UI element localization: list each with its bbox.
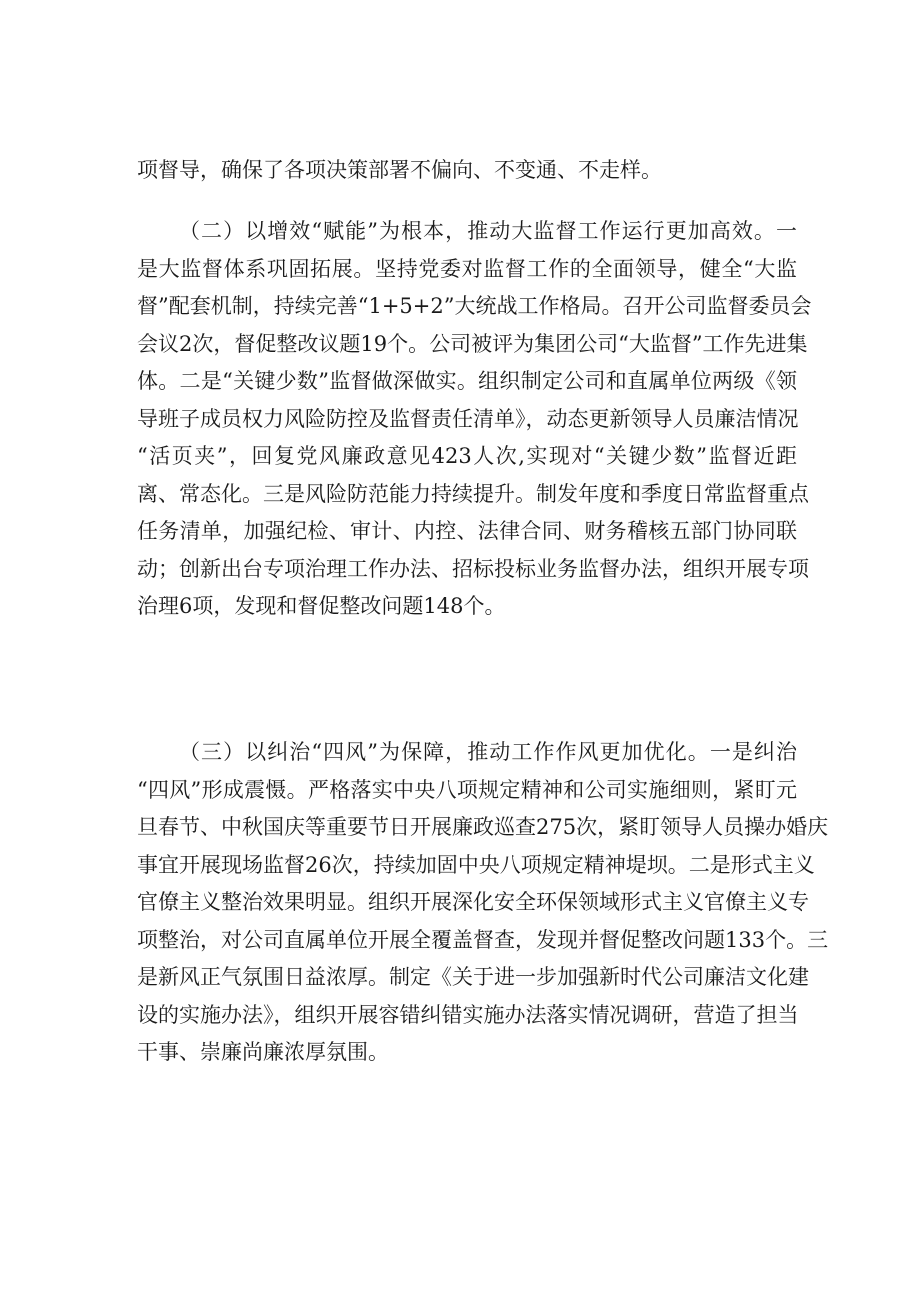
text-line: 体。二是“关键少数”监督做深做实。组织制定公司和直属单位两级《领 (137, 369, 797, 393)
text-line: （三）以纠治“四风”为保障，推动工作作风更加优化。一是纠治 (179, 740, 797, 764)
text-line: “四风”形成震慑。严格落实中央八项规定精神和公司实施细则，紧盯元 (137, 777, 797, 802)
text-line: （二）以增效“赋能”为根本，推动大监督工作运行更加高效。一 (179, 219, 797, 243)
paragraph-intro-tail (137, 152, 797, 190)
text-line: 会议2次，督促整改议题19个。公司被评为集团公司“大监督”工作先进集 (137, 331, 808, 356)
text-line: 项督导，确保了各项决策部署不偏向、不变通、不走样。 (137, 158, 662, 182)
text-line: 官僚主义整治效果明显。组织开展深化安全环保领域形式主义官僚主义专 (137, 890, 809, 914)
text-line: 动；创新出台专项治理工作办法、招标投标业务监督办法，组织开展专项 (137, 556, 809, 581)
text-line: 治理6项，发现和督促整改问题148个。 (137, 594, 506, 618)
text-line: 督”配套机制，持续完善“1+5+2”大统战工作格局。召开公司监督委员会 (137, 294, 812, 318)
paragraph-section-two (137, 213, 812, 626)
text-line: 干事、崇廉尚廉浓厚氛围。 (137, 1040, 389, 1064)
text-line: 项整治，对公司直属单位开展全覆盖督查，发现并督促整改问题133个。三 (137, 927, 829, 952)
text-line: 是大监督体系巩固拓展。坚持党委对监督工作的全面领导，健全“大监 (137, 256, 797, 281)
text-line: 离、常态化。三是风险防范能力持续提升。制发年度和季度日常监督重点 (137, 481, 809, 506)
text-line: 导班子成员权力风险防控及监督责任清单》，动态更新领导人员廉洁情况 (137, 406, 799, 431)
text-line: 事宜开展现场监督26次，持续加固中央八项规定精神堤坝。二是形式主义 (137, 852, 815, 877)
text-line: 设的实施办法》，组织开展容错纠错实施办法落实情况调研，营造了担当 (137, 1002, 799, 1027)
text-line: “活页夹”，回复党风廉政意见423人次,实现对“关键少数”监督近距 (137, 444, 797, 468)
paragraph-section-three (137, 734, 829, 1072)
text-line: 旦春节、中秋国庆等重要节日开展廉政巡查275次，紧盯领导人员操办婚庆 (137, 815, 829, 839)
text-line: 是新风正气氛围日益浓厚。制定《关于进一步加强新时代公司廉洁文化建 (137, 965, 809, 989)
text-line: 任务清单，加强纪检、审计、内控、法律合同、财务稽核五部门协同联 (137, 519, 797, 543)
